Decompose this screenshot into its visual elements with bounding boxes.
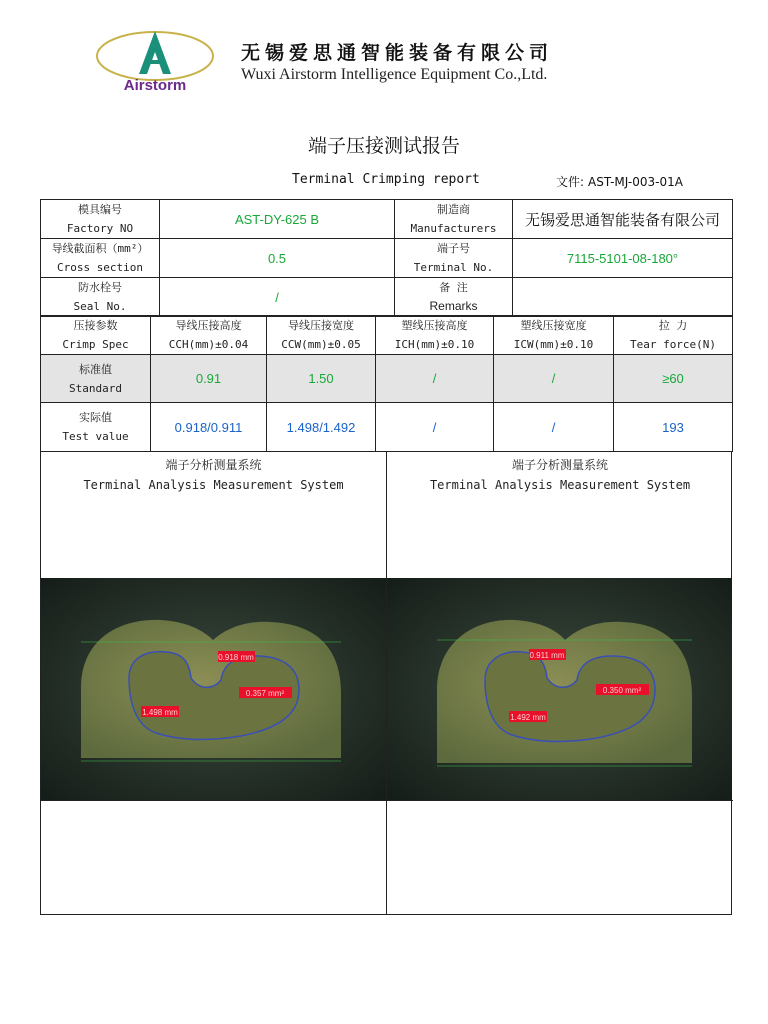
measure-label-cch: 0.911 mm xyxy=(529,651,565,660)
seal-no-value: / xyxy=(160,278,395,317)
manufacturer-label: 制造商 Manufacturers xyxy=(395,200,513,239)
actual-ccw: 1.498/1.492 xyxy=(267,403,376,452)
document-number-value: AST-MJ-003-01A xyxy=(588,175,683,189)
standard-ccw: 1.50 xyxy=(267,355,376,403)
panel-title: 端子分析测量系统 Terminal Analysis Measurement System xyxy=(83,458,344,492)
crimp-cross-section-image xyxy=(387,578,732,800)
measurement-panel-right xyxy=(387,452,733,914)
spec-standard-row xyxy=(41,355,733,403)
crimp-spec-table xyxy=(40,315,733,452)
info-row-factory xyxy=(41,200,733,239)
actual-tear-force: 193 xyxy=(614,403,733,452)
document-number xyxy=(556,173,683,190)
measurement-panel-left xyxy=(41,452,387,914)
spec-header-cch: 导线压接高度 CCH(mm)±0.04 xyxy=(151,316,267,355)
spec-header-icw: 塑线压接宽度 ICW(mm)±0.10 xyxy=(494,316,614,355)
standard-ich: / xyxy=(376,355,494,403)
manufacturer-value: 无锡爱思通智能装备有限公司 xyxy=(513,200,733,239)
spec-header-crimp-spec: 压接参数 Crimp Spec xyxy=(41,316,151,355)
remarks-label: 备 注 Remarks xyxy=(395,278,513,317)
terminal-no-value: 7115-5101-08-180° xyxy=(513,239,733,278)
info-row-seal xyxy=(41,278,733,317)
measure-label-cch: 0.918 mm xyxy=(218,653,254,662)
actual-icw: / xyxy=(494,403,614,452)
measure-label-ccw: 1.492 mm xyxy=(510,713,546,722)
info-table xyxy=(40,199,733,317)
measurement-panels xyxy=(40,451,732,915)
actual-ich: / xyxy=(376,403,494,452)
measure-label-ccw: 1.498 mm xyxy=(142,708,178,717)
panel-divider xyxy=(387,800,733,801)
spec-header-tear-force: 拉 力 Tear force(N) xyxy=(614,316,733,355)
company-name-en: Wuxi Airstorm Intelligence Equipment Co.,Ltd. xyxy=(241,66,548,83)
spec-actual-row xyxy=(41,403,733,452)
factory-no-value: AST-DY-625 B xyxy=(160,200,395,239)
crimp-cross-section-image xyxy=(41,578,386,800)
panel-divider xyxy=(41,800,386,801)
spec-header-row xyxy=(41,316,733,355)
document-number-label: 文件: xyxy=(556,175,585,189)
standard-label: 标准值 Standard xyxy=(41,355,151,403)
seal-no-label: 防水栓号 Seal No. xyxy=(41,278,160,317)
standard-tear-force: ≥60 xyxy=(614,355,733,403)
info-row-cross-section xyxy=(41,239,733,278)
spec-header-ich: 塑线压接高度 ICH(mm)±0.10 xyxy=(376,316,494,355)
report-header xyxy=(95,26,655,96)
cross-section-label: 导线截面积（mm²） Cross section xyxy=(41,239,160,278)
factory-no-label: 模具编号 Factory NO xyxy=(41,200,160,239)
spec-header-ccw: 导线压接宽度 CCW(mm)±0.05 xyxy=(267,316,376,355)
cross-section-value: 0.5 xyxy=(160,239,395,278)
company-name-cn: 无锡爱思通智能装备有限公司 xyxy=(241,42,554,64)
svg-text:Airstorm: Airstorm xyxy=(123,77,187,94)
standard-cch: 0.91 xyxy=(151,355,267,403)
measure-label-area: 0.357 mm² xyxy=(245,689,285,698)
panel-title: 端子分析测量系统 Terminal Analysis Measurement System xyxy=(429,458,691,492)
actual-label: 实际值 Test value xyxy=(41,403,151,452)
terminal-no-label: 端子号 Terminal No. xyxy=(395,239,513,278)
airstorm-logo xyxy=(95,26,220,94)
actual-cch: 0.918/0.911 xyxy=(151,403,267,452)
measure-label-area: 0.350 mm² xyxy=(602,686,642,695)
remarks-value xyxy=(513,278,733,317)
report-title-en: Terminal Crimping report xyxy=(292,172,480,187)
standard-icw: / xyxy=(494,355,614,403)
report-title-cn: 端子压接测试报告 xyxy=(307,135,460,157)
